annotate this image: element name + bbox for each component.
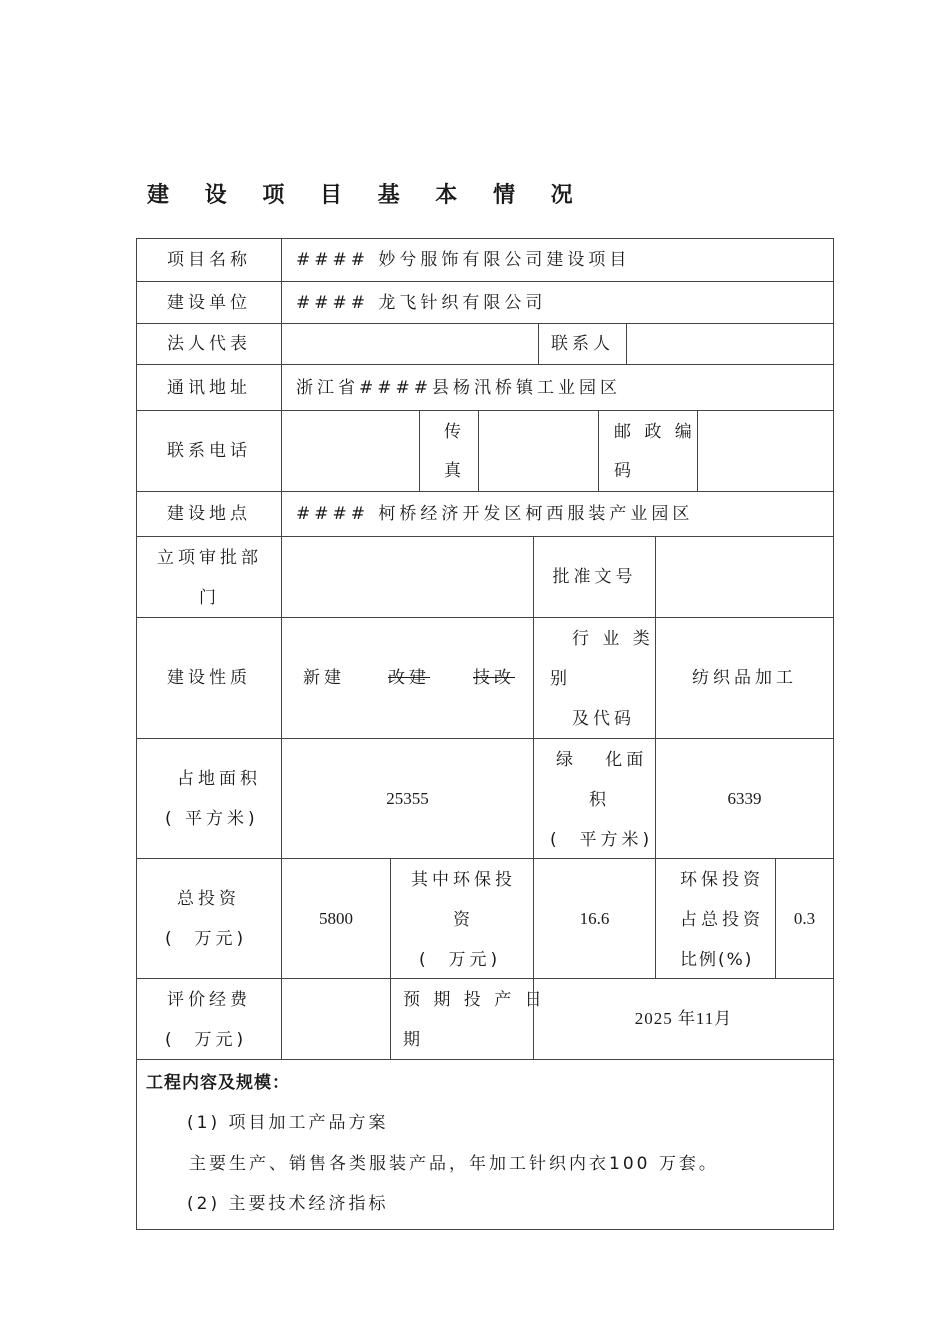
fax-label-line2: 真 — [444, 461, 465, 481]
industry-label-line3: 及代码 — [572, 709, 635, 729]
start-date-label — [390, 978, 546, 1059]
address-label: 通讯地址 — [137, 364, 281, 410]
approval-dept-label-line2: 门 — [199, 588, 220, 608]
site-value: #### 柯桥经济开发区柯西服装产业园区 — [281, 491, 833, 536]
env-ratio-label — [655, 858, 775, 978]
approval-no-value — [655, 536, 833, 617]
site-label: 建设地点 — [137, 491, 281, 536]
phone-value — [281, 410, 419, 491]
nature-label: 建设性质 — [137, 617, 281, 738]
env-investment-label-line1: 其中环保投 — [411, 870, 516, 890]
legal-rep-label: 法人代表 — [137, 323, 281, 364]
fax-label-line1: 传 — [444, 422, 465, 442]
builder-label: 建设单位 — [137, 281, 281, 323]
industry-value: 纺织品加工 — [655, 617, 833, 738]
contact-value — [626, 323, 833, 364]
nature-new: 新建 — [303, 668, 345, 688]
scope-heading: 工程内容及规模： — [146, 1073, 290, 1093]
scope-item-2: (2) 主要技术经济指标 — [187, 1194, 389, 1214]
area-label-line2: ( 平方米) — [165, 809, 259, 829]
address-value: 浙江省####县杨汛桥镇工业园区 — [281, 364, 833, 410]
nature-tech-upgrade: 技改 — [473, 668, 515, 688]
investment-label — [137, 858, 281, 978]
contact-label: 联系人 — [538, 323, 626, 364]
scope-item-1: (1) 项目加工产品方案 — [187, 1113, 389, 1133]
green-area-label — [533, 738, 655, 858]
legal-rep-value — [281, 323, 538, 364]
env-ratio-label-line2: 占总投资 — [680, 910, 764, 930]
fax-label — [419, 410, 478, 491]
industry-label-line2: 别 — [550, 669, 571, 689]
start-date-label-line1: 预 期 投 产 日 — [403, 990, 546, 1010]
env-investment-label-line2: 资 — [453, 910, 474, 930]
approval-no-label: 批准文号 — [533, 536, 655, 617]
green-area-value: 6339 — [655, 738, 833, 858]
investment-value: 5800 — [281, 858, 390, 978]
industry-label — [533, 617, 655, 738]
approval-dept-label — [137, 536, 281, 617]
postcode-label — [598, 410, 697, 491]
postcode-label-line1: 邮 政 编 — [614, 422, 696, 442]
env-ratio-label-line1: 环保投资 — [680, 870, 764, 890]
builder-value: #### 龙飞针织有限公司 — [281, 281, 833, 323]
env-investment-label-line3: ( 万元) — [419, 950, 502, 970]
fax-value — [478, 410, 598, 491]
nature-rebuild: 改建 — [388, 668, 430, 688]
investment-label-line1: 总投资 — [177, 889, 240, 909]
green-area-label-line1: 绿 化面 — [556, 750, 648, 770]
env-ratio-value: 0.3 — [775, 858, 833, 978]
evaluation-fee-label — [137, 978, 281, 1059]
start-date-value: 2025 年11月 — [533, 978, 833, 1059]
nature-value — [281, 617, 533, 738]
evaluation-fee-label-line2: ( 万元) — [165, 1030, 248, 1050]
green-area-label-line3: ( 平方米) — [550, 830, 654, 850]
area-value: 25355 — [281, 738, 533, 858]
approval-dept-value — [281, 536, 533, 617]
investment-label-line2: ( 万元) — [165, 929, 248, 949]
postcode-value — [697, 410, 833, 491]
evaluation-fee-value — [281, 978, 390, 1059]
env-investment-label — [390, 858, 533, 978]
project-name-label: 项目名称 — [167, 250, 251, 270]
env-ratio-label-line3: 比例(%) — [680, 950, 754, 970]
area-label — [137, 738, 281, 858]
area-label-line1: 占地面积 — [177, 769, 261, 789]
approval-dept-label-line1: 立项审批部 — [157, 548, 262, 568]
green-area-label-line2: 积 — [589, 790, 610, 810]
project-scope-section — [137, 1059, 833, 1229]
scope-item-1-detail: 主要生产、销售各类服装产品，年加工针织内衣100 万套。 — [189, 1154, 719, 1174]
phone-label: 联系电话 — [137, 410, 281, 491]
evaluation-fee-label-line1: 评价经费 — [167, 990, 251, 1010]
start-date-label-line2: 期 — [403, 1030, 424, 1050]
env-investment-value: 16.6 — [533, 858, 655, 978]
project-name-value: #### 妙兮服饰有限公司建设项目 — [281, 239, 833, 281]
page-title: 建 设 项 目 基 本 情 况 — [147, 183, 587, 208]
industry-label-line1: 行 业 类 — [572, 629, 654, 649]
postcode-label-line2: 码 — [614, 461, 635, 481]
